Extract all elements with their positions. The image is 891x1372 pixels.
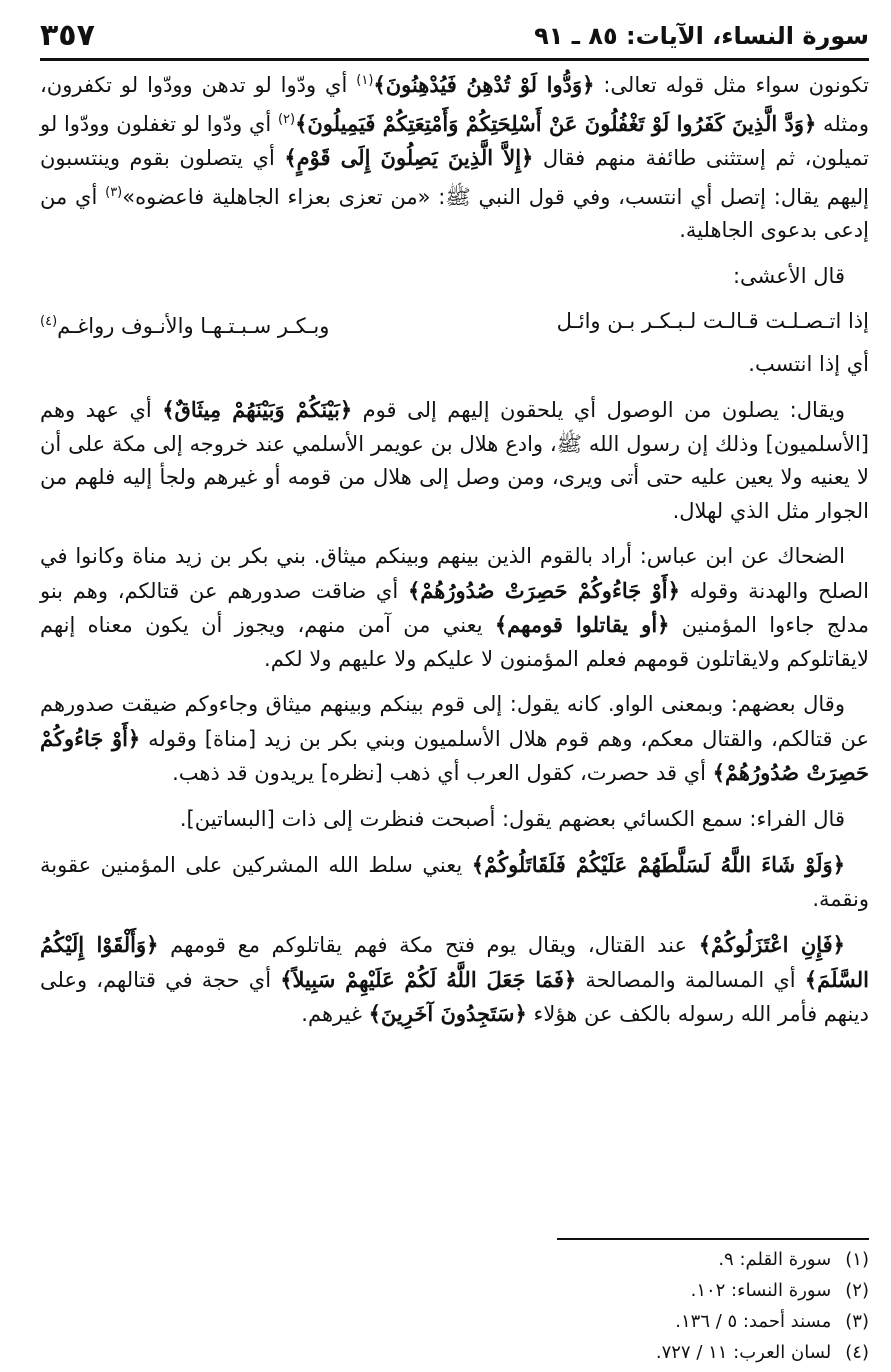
quran-quote: ﴿وَلَوْ شَاءَ اللَّهُ لَسَلَّطَهُمْ عَلَيْكُمْ فَلَقَاتَلُوكُمْ﴾ xyxy=(471,852,845,877)
page-number: ٣٥٧ xyxy=(40,18,95,53)
footnote-text: لسان العرب: ١١ / ٧٢٧. xyxy=(655,1342,832,1363)
text-run: أي حجة في قتالهم، وعلى دينهم فأمر الله رسوله بالكف عن هؤلاء xyxy=(40,967,869,1026)
text-run: أي ضاقت صدورهم عن قتالكم، وهم بنو مدلج جاءوا المؤمنين xyxy=(40,578,869,637)
text-run: أي من إدعى بدعوى الجاهلية. xyxy=(40,184,869,242)
footnotes xyxy=(656,1244,869,1368)
text-run: يعني من آمن منهم، ويجوز أن يكون معناه إنهم لايقاتلوكم ولايقاتلون قومهم فعلم المؤمنون لا عليكم ولا عليهم ولا لكم. xyxy=(40,613,869,671)
text-run: أي ودّوا لو تدهن وودّوا لو تكفرون، ومثله xyxy=(40,73,869,136)
paragraph xyxy=(40,393,869,528)
quran-quote: ﴿بَيْنَكُمْ وَبَيْنَهُمْ مِيثَاقٌ﴾ xyxy=(162,397,353,422)
paragraph xyxy=(40,348,869,382)
header-divider xyxy=(40,58,869,61)
footnote-divider xyxy=(557,1238,869,1240)
text-run: تكونون سواء مثل قوله تعالى: xyxy=(594,73,869,97)
text-run: الضحاك عن ابن عباس: أراد بالقوم الذين بينهم وبينكم ميثاق. بني بكر بن زيد مناة وكانوا في الصلح والهدنة وقوله xyxy=(40,544,870,603)
paragraph xyxy=(40,540,869,676)
paragraph xyxy=(40,64,869,248)
text-run: أي ودّوا لو تغفلون وودّوا لو تميلون، ثم إستثنى طائفة منهم فقال xyxy=(40,111,870,170)
footnote-item xyxy=(656,1244,869,1275)
text-run: ويقال: يصلون من الوصول أي يلحقون إليهم إلى قوم xyxy=(352,398,845,422)
footnote-ref: (١) xyxy=(356,73,374,88)
main-text xyxy=(40,64,869,1044)
paragraph xyxy=(40,260,869,294)
footnote-text: مسند أحمد: ٥ / ١٣٦. xyxy=(675,1311,832,1332)
footnote-text: سورة النساء: ١٠٢. xyxy=(690,1280,832,1301)
quran-quote: ﴿وَدُّوا لَوْ تُدْهِنُ فَيُدْهِنُونَ﴾ xyxy=(373,72,595,97)
footnote-number: (٣) xyxy=(845,1311,869,1332)
paragraphs-part-1 xyxy=(40,64,869,293)
footnote-number: (٢) xyxy=(845,1280,869,1301)
quran-quote: ﴿أو يقاتلوا قومهم﴾ xyxy=(494,612,670,637)
poem-verse xyxy=(40,305,869,344)
quran-quote: ﴿سَتَجِدُونَ آخَرِينَ﴾ xyxy=(368,1001,527,1026)
footnote-item xyxy=(656,1275,869,1306)
text-run: عند القتال، ويقال يوم فتح مكة فهم يقاتلوكم مع قومهم xyxy=(158,933,699,957)
text-run: يعني سلط الله المشركين على المؤمنين عقوبة ونقمة. xyxy=(40,853,869,911)
footnote-ref: (٢) xyxy=(277,111,296,127)
paragraph xyxy=(40,803,869,837)
quran-quote: ﴿إِلاَّ الَّذِينَ يَصِلُونَ إِلَى قَوْمٍ﴾ xyxy=(284,145,534,170)
text-run: قال الأعشى: xyxy=(732,263,845,288)
text-run: أي قد حصرت، كقول العرب أي ذهب [نظره] يريدون قد ذهب. xyxy=(172,761,713,785)
footnote-number: (١) xyxy=(845,1249,869,1270)
sura-title: سورة النساء، الآيات: ٨٥ ـ ٩١ xyxy=(534,22,869,50)
footnote-item xyxy=(656,1306,869,1337)
text-run: أي المسالمة والمصالحة xyxy=(576,967,805,992)
text-run: قال الفراء: سمع الكسائي بعضهم يقول: أصبحت فنظرت إلى ذات [البساتين]. xyxy=(179,806,845,831)
footnote-text: سورة القلم: ٩. xyxy=(718,1249,832,1270)
quran-quote: ﴿أَوْ جَاءُوكُمْ حَصِرَتْ صُدُورُهُمْ﴾ xyxy=(407,577,680,603)
text-run: وقال بعضهم: وبمعنى الواو. كانه يقول: إلى قوم بينكم وبينهم ميثاق وجاءوكم ضيقت صدورهم عن قتالكم، والقتال معكم، وهم قوم هلال الأسلميون وبني بكر بن زيد [مناة] وقوله xyxy=(40,692,869,751)
footnote-item xyxy=(656,1337,869,1368)
footnote-ref: (٣) xyxy=(105,184,123,200)
quran-quote: ﴿وَدَّ الَّذِينَ كَفَرُوا لَوْ تَغْفُلُونَ عَنْ أَسْلِحَتِكُمْ وَأَمْتِعَتِكُمْ فَيَمِيلُونَ﴾ xyxy=(295,110,817,136)
paragraph xyxy=(40,928,869,1032)
poem-hemistich-second-wrap xyxy=(40,305,329,344)
quran-quote: ﴿فَإِنِ اعْتَزَلُوكُمْ﴾ xyxy=(698,932,845,957)
text-run: أي عهد وهم [الأسلميون] وذلك إن رسول الله ﷺ، وادع هلال بن عويمر الأسلمي عند خروجه إلى مكة على أن لا يعنيه ولا يعين عليه حتى أتى ويرى، ومن وصل إلى هلال من قومه أو غيرهم ولجأ إليه فلهم من الجوار مثل الذي لهلال. xyxy=(40,398,869,523)
text-run: أي يتصلون بقوم وينتسبون إليهم يقال: إتصل أي انتسب، وفي قول النبي ﷺ: «من تعزى بعزاء الجاهلية فاعضوه» xyxy=(40,146,870,209)
paragraph xyxy=(40,848,869,916)
footnote-number: (٤) xyxy=(845,1342,869,1363)
poem-footnote-ref: (٤) xyxy=(40,314,58,329)
text-run: غيرهم. xyxy=(301,1002,369,1026)
quran-quote: ﴿وَأَلْقَوْا إِلَيْكُمُ السَّلَمَ﴾ xyxy=(40,932,869,992)
text-run: أي إذا انتسب. xyxy=(748,351,869,376)
quran-quote: ﴿فَمَا جَعَلَ اللَّهُ لَكُمْ عَلَيْهِمْ سَبِيلاً﴾ xyxy=(280,966,577,992)
paragraph xyxy=(40,688,869,791)
paragraphs-part-2 xyxy=(40,348,869,1032)
poem-hemistich-second: وبـكـر سـبـتـهـا والأنـوف رواغـم xyxy=(57,314,330,338)
quran-quote: ﴿أَوْ جَاءُوكُمْ حَصِرَتْ صُدُورُهُمْ﴾ xyxy=(40,725,869,785)
poem-hemistich-first: إذا اتـصـلـت قـالـت لـبـكـر بـن وائـل xyxy=(556,309,869,333)
page-header xyxy=(40,12,869,58)
